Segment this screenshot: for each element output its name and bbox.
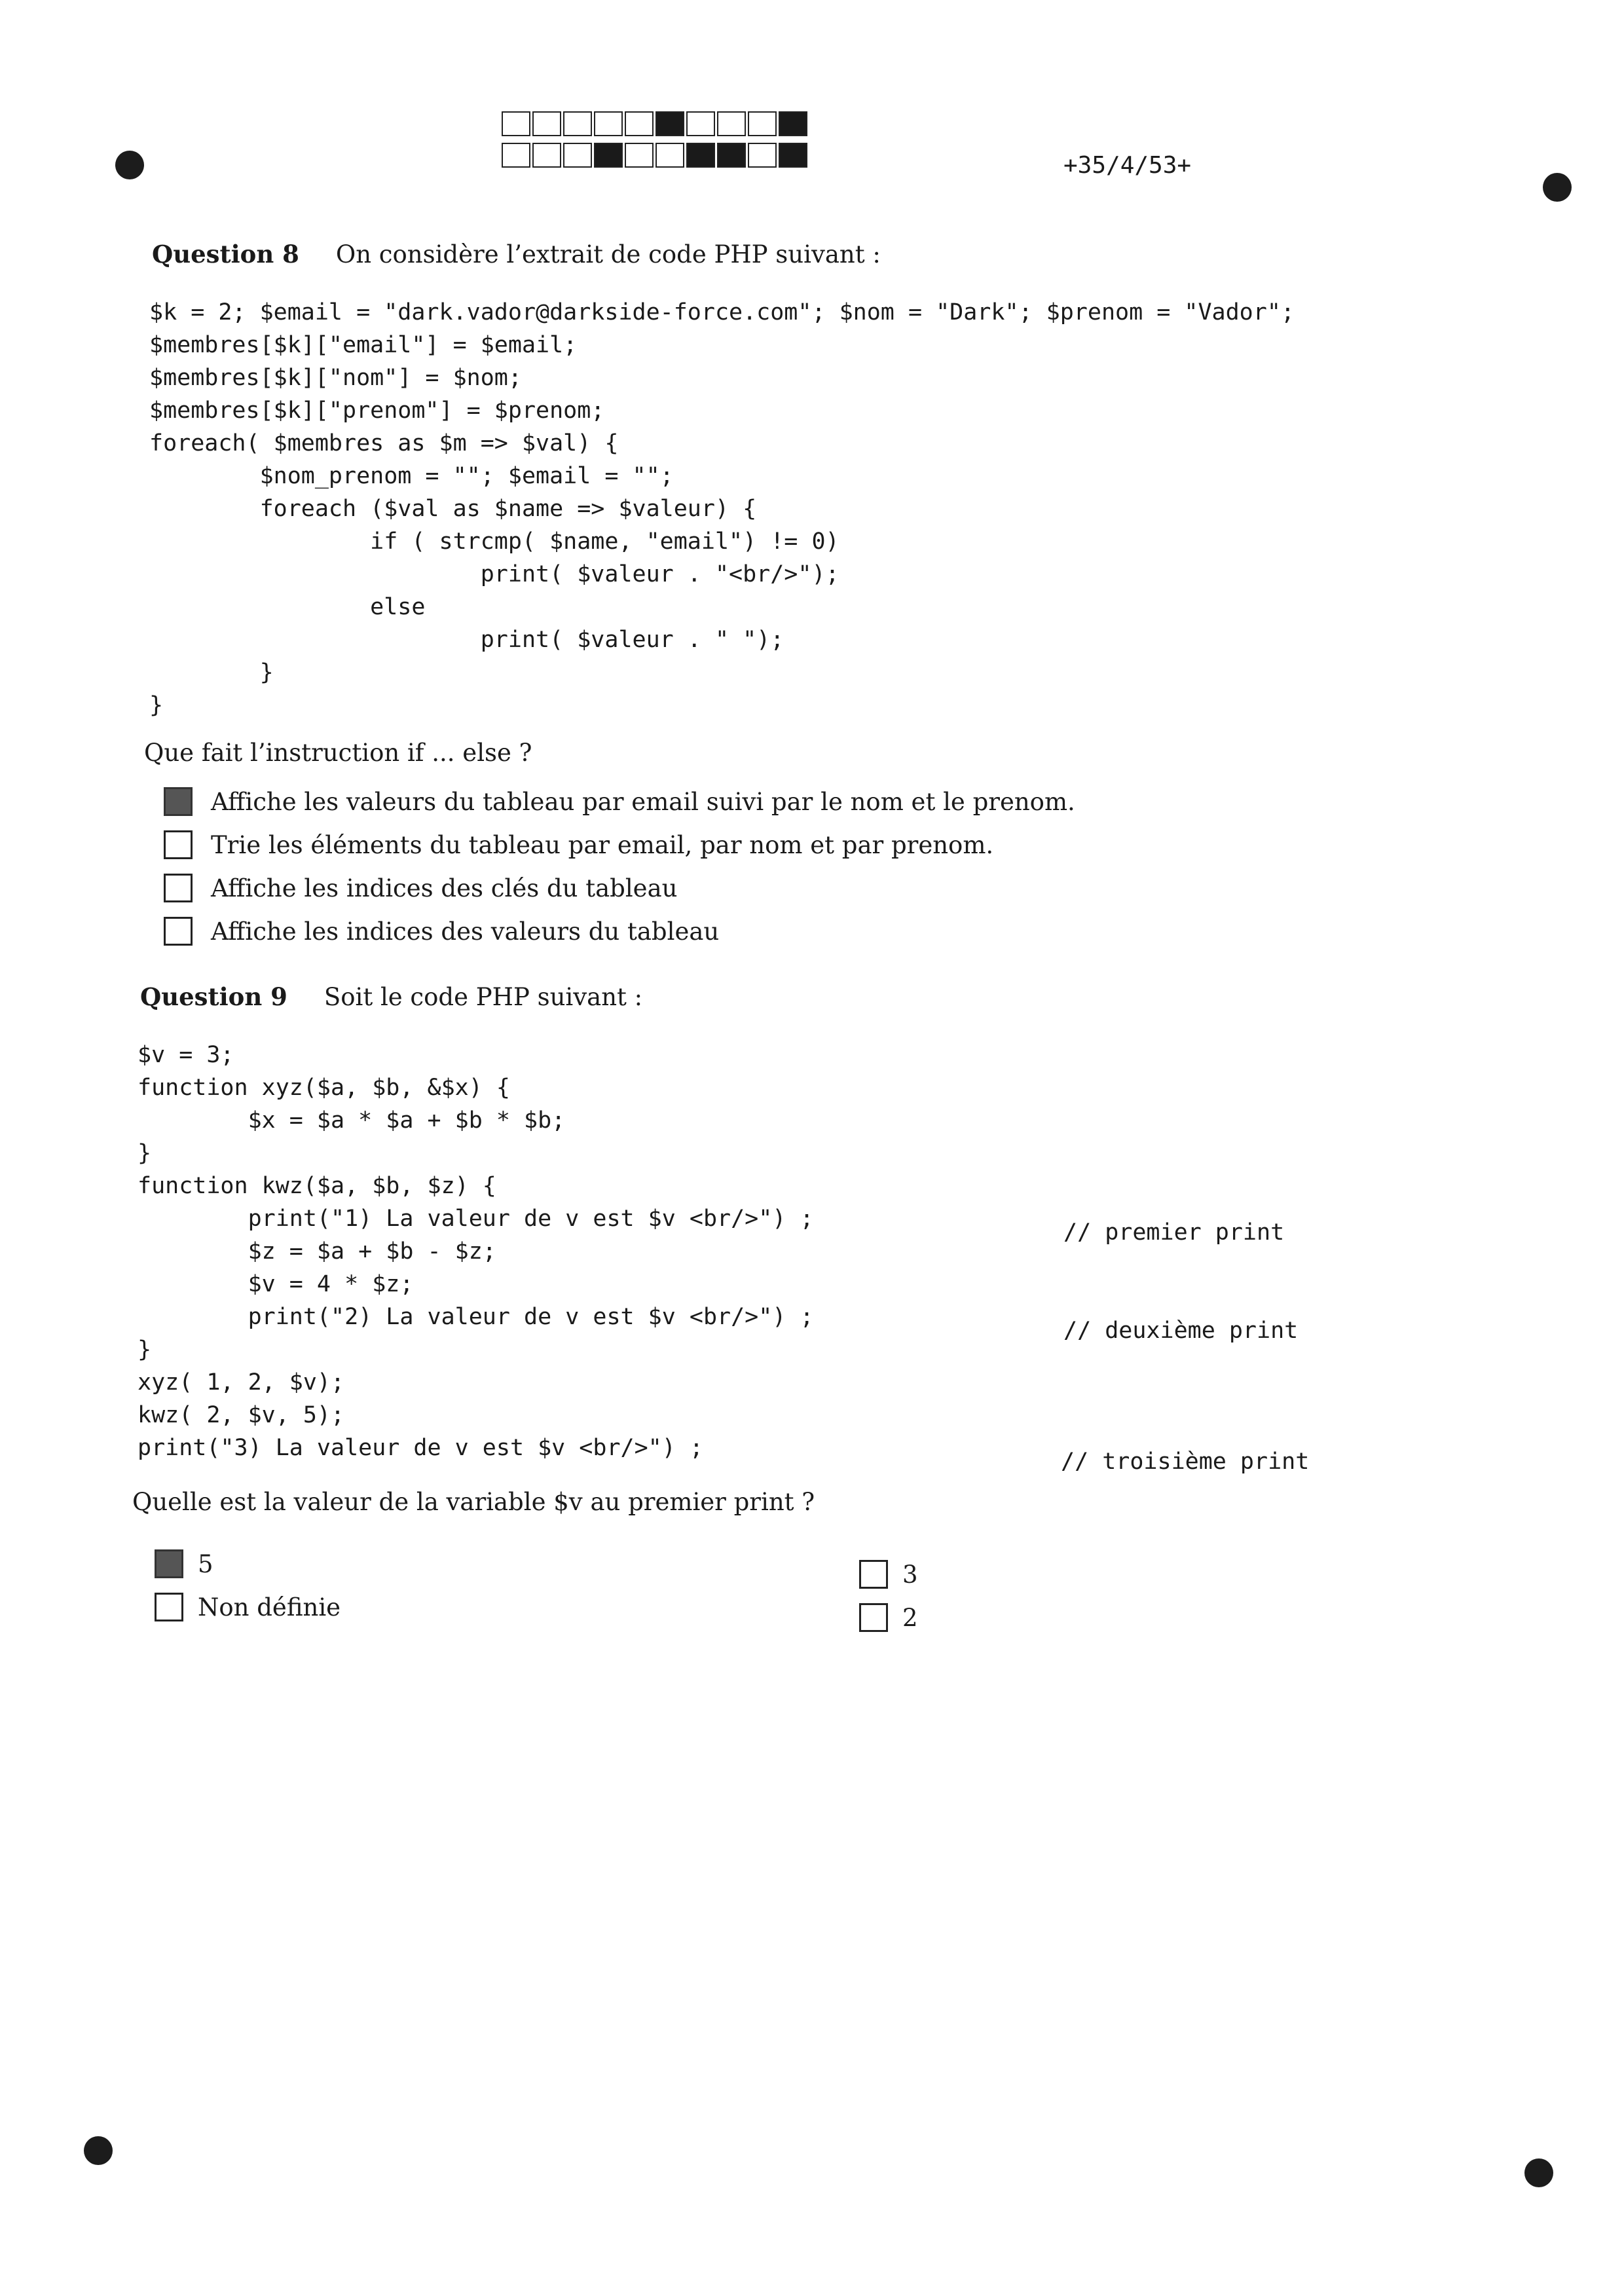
- q8-code-line: $membres[$k]["email"] = $email;: [149, 332, 578, 358]
- mark-box-empty: [748, 143, 777, 168]
- question-9-label: Question 9: [140, 982, 287, 1011]
- mark-box-filled: [686, 143, 715, 168]
- q8-option-1[interactable]: [164, 787, 1075, 816]
- q9-code-line: xyz( 1, 2, $v);: [138, 1369, 345, 1396]
- q9-option-2-checkbox[interactable]: [859, 1603, 888, 1632]
- q9-code-line: $z = $a + $b - $z;: [138, 1238, 496, 1265]
- q9-code-line: $v = 4 * $z;: [138, 1271, 414, 1297]
- mark-box-empty: [502, 143, 530, 168]
- q9-code-line: }: [138, 1337, 152, 1363]
- header-mark-row-1: [502, 111, 809, 136]
- q8-code-line: foreach( $membres as $m => $val) {: [149, 430, 619, 456]
- q9-option-3[interactable]: [859, 1560, 918, 1589]
- registration-dot-bottom-left: [84, 2136, 113, 2165]
- mark-box-empty: [625, 111, 654, 136]
- q8-code-line: $membres[$k]["nom"] = $nom;: [149, 365, 522, 391]
- page-code: +35/4/53+: [1063, 152, 1192, 179]
- comment-third-print: // troisième print: [1061, 1449, 1310, 1475]
- mark-box-empty: [532, 111, 561, 136]
- q8-code-line: foreach ($val as $name => $valeur) {: [149, 496, 757, 522]
- registration-dot-bottom-right: [1524, 2158, 1553, 2187]
- mark-box-empty: [625, 143, 654, 168]
- comment-second-print: // deuxième print: [1063, 1318, 1299, 1344]
- q8-code-line: else: [149, 594, 426, 620]
- q9-code-line: print("2) La valeur de v est $v <br/>") ;: [138, 1304, 814, 1330]
- q8-code-line: if ( strcmp( $name, "email") != 0): [149, 528, 840, 555]
- question-8-prompt: Que fait l’instruction if ... else ?: [144, 739, 532, 767]
- q9-code-line: function kwz($a, $b, $z) {: [138, 1173, 496, 1199]
- q8-code-line: }: [149, 692, 164, 718]
- mark-box-filled: [594, 143, 623, 168]
- comment-first-print: // premier print: [1063, 1219, 1285, 1246]
- q8-code-line: $membres[$k]["prenom"] = $prenom;: [149, 398, 605, 424]
- q8-option-3-label: Affiche les indices des clés du tableau: [211, 874, 678, 902]
- q9-code-line: function xyz($a, $b, &$x) {: [138, 1075, 510, 1101]
- mark-box-empty: [532, 143, 561, 168]
- header-mark-row-2: [502, 143, 809, 168]
- mark-box-empty: [717, 111, 746, 136]
- question-8-code-block: [149, 296, 1295, 722]
- mark-box-filled: [779, 111, 807, 136]
- q8-option-4-label: Affiche les indices des valeurs du tableau: [211, 917, 720, 946]
- question-8-intro: On considère l’extrait de code PHP suivant :: [335, 240, 881, 268]
- q8-option-1-label: Affiche les valeurs du tableau par email suivi par le nom et le prenom.: [211, 787, 1075, 816]
- q9-option-non-definie[interactable]: [155, 1593, 341, 1621]
- q9-code-line: $v = 3;: [138, 1042, 234, 1068]
- q9-option-2[interactable]: [859, 1603, 918, 1632]
- q8-code-line: }: [149, 659, 274, 686]
- q8-code-line: print( $valeur . " ");: [149, 627, 784, 653]
- mark-box-filled: [717, 143, 746, 168]
- question-8-heading: [152, 240, 881, 268]
- question-8-label: Question 8: [152, 240, 299, 268]
- q8-option-2-label: Trie les éléments du tableau par email, par nom et par prenom.: [211, 830, 994, 859]
- mark-box-filled: [779, 143, 807, 168]
- mark-box-empty: [748, 111, 777, 136]
- question-9-heading: [140, 982, 642, 1011]
- q8-code-line: print( $valeur . "<br/>");: [149, 561, 840, 587]
- q9-option-non-definie-checkbox[interactable]: [155, 1593, 183, 1621]
- q9-option-non-definie-label: Non définie: [198, 1593, 341, 1621]
- question-9-prompt: Quelle est la valeur de la variable $v au premier print ?: [132, 1488, 815, 1516]
- q9-option-5-label: 5: [198, 1549, 213, 1578]
- q8-option-1-checkbox-checked[interactable]: [164, 787, 193, 816]
- mark-box-empty: [686, 111, 715, 136]
- question-9-code-block: [138, 1039, 814, 1464]
- q9-code-line: kwz( 2, $v, 5);: [138, 1402, 345, 1428]
- q8-code-line: $k = 2; $email = "dark.vador@darkside-force.com"; $nom = "Dark"; $prenom = "Vador";: [149, 299, 1295, 325]
- q9-code-line: }: [138, 1140, 152, 1166]
- mark-box-empty: [655, 143, 684, 168]
- q8-code-line: $nom_prenom = ""; $email = "";: [149, 463, 674, 489]
- q8-option-4-checkbox[interactable]: [164, 917, 193, 946]
- mark-box-empty: [502, 111, 530, 136]
- q8-option-2[interactable]: [164, 830, 993, 859]
- q8-option-3[interactable]: [164, 874, 677, 902]
- registration-dot-top-left: [115, 151, 144, 179]
- q8-option-3-checkbox[interactable]: [164, 874, 193, 902]
- mark-box-empty: [563, 111, 592, 136]
- mark-box-filled: [655, 111, 684, 136]
- q9-code-line: print("1) La valeur de v est $v <br/>") ;: [138, 1206, 814, 1232]
- q9-option-5[interactable]: [155, 1549, 213, 1578]
- mark-box-empty: [563, 143, 592, 168]
- q8-option-4[interactable]: [164, 917, 719, 946]
- question-9-intro: Soit le code PHP suivant :: [323, 983, 643, 1011]
- q9-code-line: print("3) La valeur de v est $v <br/>") ;: [138, 1435, 703, 1461]
- registration-dot-top-right: [1543, 173, 1572, 202]
- q9-option-3-label: 3: [902, 1560, 918, 1589]
- q8-option-2-checkbox[interactable]: [164, 830, 193, 859]
- mark-box-empty: [594, 111, 623, 136]
- q9-code-line: $x = $a * $a + $b * $b;: [138, 1107, 566, 1134]
- q9-option-3-checkbox[interactable]: [859, 1560, 888, 1589]
- q9-option-2-label: 2: [902, 1603, 918, 1632]
- q9-option-5-checkbox-checked[interactable]: [155, 1549, 183, 1578]
